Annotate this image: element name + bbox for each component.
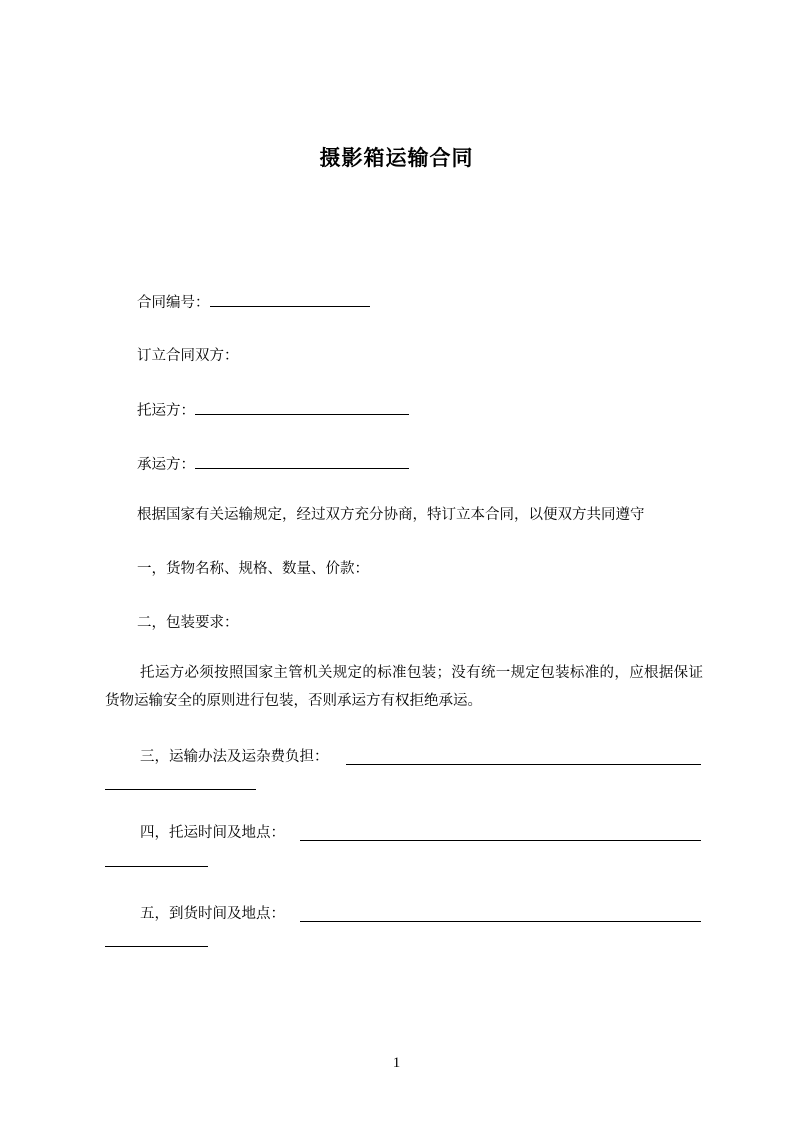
parties-line <box>137 346 239 366</box>
document-title: 摄影箱运输合同 <box>319 146 474 170</box>
contract-number-line <box>137 292 370 313</box>
carrier-line <box>137 454 409 475</box>
section-3-blank-line-2[interactable] <box>105 789 256 790</box>
carrier-label: 承运方： <box>137 457 195 473</box>
contract-number-label: 合同编号： <box>137 295 210 311</box>
section-1-text: 一，货物名称、规格、数量、价款： <box>137 561 369 577</box>
section-3-text: 三，运输办法及运杂费负担： <box>140 749 329 765</box>
preamble-line <box>137 505 645 525</box>
section-5-blank-line-1[interactable] <box>300 921 701 922</box>
section-1-heading <box>137 559 369 579</box>
section-3-blank-line-1[interactable] <box>346 764 701 765</box>
section-2-body: 托运方必须按照国家主管机关规定的标准包装；没有统一规定包装标准的，应根据保证货物运输安全的原则进行包装，否则承运方有权拒绝承运。 <box>105 665 703 709</box>
section-5-text: 五，到货时间及地点： <box>140 906 285 922</box>
shipper-line <box>137 400 409 421</box>
shipper-label: 托运方： <box>137 403 195 419</box>
parties-label: 订立合同双方： <box>137 348 239 364</box>
section-4-blank-line-2[interactable] <box>105 866 208 867</box>
shipper-blank[interactable] <box>195 400 409 415</box>
carrier-blank[interactable] <box>195 454 409 469</box>
section-4-heading <box>140 823 285 843</box>
section-4-text: 四，托运时间及地点： <box>140 825 285 841</box>
contract-number-blank[interactable] <box>210 292 370 307</box>
preamble-text: 根据国家有关运输规定，经过双方充分协商，特订立本合同，以便双方共同遵守 <box>137 507 645 523</box>
section-5-blank-line-2[interactable] <box>105 946 208 947</box>
section-3-heading <box>140 747 329 767</box>
page-number: 1 <box>392 1055 401 1071</box>
section-2-text: 二，包装要求： <box>137 615 239 631</box>
section-5-heading <box>140 904 285 924</box>
section-4-blank-line-1[interactable] <box>300 840 701 841</box>
section-2-heading <box>137 613 239 633</box>
